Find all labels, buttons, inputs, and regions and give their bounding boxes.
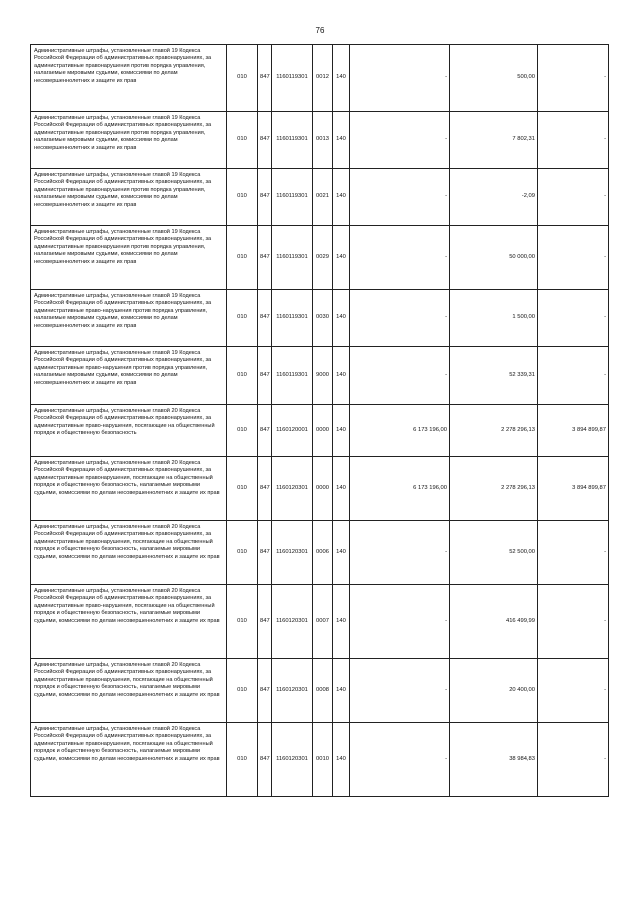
row-approved-amount: -	[350, 585, 450, 659]
row-subcode: 0000	[313, 457, 333, 521]
row-description: Административные штрафы, установленные главой 19 Кодекса Российской Федерации об административных правонарушениях, за административные правонарушения против порядка управления, налагаемые мировыми судьями, комиссиями по делам несовершеннолетних и защите их прав	[31, 226, 227, 290]
row-kbk-code: 1160120301	[272, 723, 313, 797]
table-row	[31, 659, 609, 723]
row-kbk-code: 1160120001	[272, 405, 313, 457]
table-row	[31, 112, 609, 169]
table-row	[31, 45, 609, 112]
row-admin-code: 847	[258, 585, 272, 659]
row-executed-amount: 2 278 296,13	[450, 457, 538, 521]
row-description: Административные штрафы, установленные главой 20 Кодекса Российской Федерации об административных правонарушениях, за административные правонарушения, посягающие на общественный порядок и общественную безопасность, налагаемые мировыми судьями, комиссиями по делам несовершеннолетних и защите их прав	[31, 723, 227, 797]
row-unexecuted-amount: -	[538, 290, 609, 347]
row-kosgu-code: 140	[333, 169, 350, 226]
table-row	[31, 723, 609, 797]
row-admin-code: 847	[258, 112, 272, 169]
row-description: Административные штрафы, установленные главой 20 Кодекса Российской Федерации об административных правонарушениях, за административные право-нарушения, посягающие на общественный порядок и общественную безопасность	[31, 405, 227, 457]
row-kosgu-code: 140	[333, 347, 350, 405]
row-kbk-code: 1160119301	[272, 347, 313, 405]
row-unexecuted-amount: -	[538, 723, 609, 797]
row-unexecuted-amount: 3 894 899,87	[538, 457, 609, 521]
row-description: Административные штрафы, установленные главой 19 Кодекса Российской Федерации об административных правонарушениях, за административные правонарушения против порядка управления, налагаемые мировыми судьями, комиссиями по делам несовершеннолетних и защите их прав	[31, 45, 227, 112]
row-executed-amount: 2 278 296,13	[450, 405, 538, 457]
row-subcode: 9000	[313, 347, 333, 405]
row-kosgu-code: 140	[333, 45, 350, 112]
row-executed-amount: 416 499,99	[450, 585, 538, 659]
revenue-table	[30, 44, 609, 797]
row-line-code: 010	[227, 290, 258, 347]
row-kbk-code: 1160119301	[272, 45, 313, 112]
row-approved-amount: -	[350, 521, 450, 585]
table-row	[31, 585, 609, 659]
row-description: Административные штрафы, установленные главой 20 Кодекса Российской Федерации об административных правонарушениях, за административные правонарушения, посягающие на общественный порядок и общественную безопасность, налагаемые мировыми судьями, комиссиями по делам несовершеннолетних и защите их прав	[31, 521, 227, 585]
row-unexecuted-amount: -	[538, 112, 609, 169]
row-kosgu-code: 140	[333, 521, 350, 585]
row-unexecuted-amount: -	[538, 226, 609, 290]
row-admin-code: 847	[258, 659, 272, 723]
row-subcode: 0006	[313, 521, 333, 585]
row-kosgu-code: 140	[333, 226, 350, 290]
row-description: Административные штрафы, установленные главой 20 Кодекса Российской Федерации об административных правонарушениях, за административные право-нарушения, посягающие на общественный порядок и общественную безопасность, налагаемые мировыми судьями, комиссиями по делам несовершеннолетних и защите их прав	[31, 585, 227, 659]
row-approved-amount: -	[350, 226, 450, 290]
row-executed-amount: 52 500,00	[450, 521, 538, 585]
row-subcode: 0012	[313, 45, 333, 112]
row-line-code: 010	[227, 226, 258, 290]
row-description: Административные штрафы, установленные главой 19 Кодекса Российской Федерации об административных правонарушениях, за административные право-нарушения против порядка управления, налагаемые мировыми судьями, комиссиями по делам несовершеннолетних и защите их прав	[31, 290, 227, 347]
row-approved-amount: -	[350, 112, 450, 169]
row-approved-amount: -	[350, 659, 450, 723]
row-approved-amount: -	[350, 290, 450, 347]
row-line-code: 010	[227, 405, 258, 457]
row-approved-amount: -	[350, 347, 450, 405]
row-subcode: 0010	[313, 723, 333, 797]
row-unexecuted-amount: -	[538, 521, 609, 585]
row-description: Административные штрафы, установленные главой 19 Кодекса Российской Федерации об административных правонарушениях, за административные правонарушения против порядка управления, налагаемые мировыми судьями, комиссиями по делам несовершеннолетних и защите их прав	[31, 169, 227, 226]
row-unexecuted-amount: -	[538, 659, 609, 723]
row-approved-amount: 6 173 196,00	[350, 405, 450, 457]
row-unexecuted-amount: 3 894 899,87	[538, 405, 609, 457]
row-executed-amount: 7 802,31	[450, 112, 538, 169]
row-admin-code: 847	[258, 290, 272, 347]
table-row	[31, 457, 609, 521]
row-kbk-code: 1160119301	[272, 290, 313, 347]
row-line-code: 010	[227, 659, 258, 723]
row-kbk-code: 1160120301	[272, 585, 313, 659]
row-admin-code: 847	[258, 226, 272, 290]
row-subcode: 0013	[313, 112, 333, 169]
row-kbk-code: 1160119301	[272, 226, 313, 290]
row-admin-code: 847	[258, 457, 272, 521]
row-executed-amount: 38 984,83	[450, 723, 538, 797]
row-unexecuted-amount: -	[538, 45, 609, 112]
row-description: Административные штрафы, установленные главой 20 Кодекса Российской Федерации об административных правонарушениях, за административные правонарушения, посягающие на общественный порядок и общественную безопасность, налагаемые мировыми судьями, комиссиями по делам несовершеннолетних и защите их прав	[31, 457, 227, 521]
row-line-code: 010	[227, 723, 258, 797]
row-executed-amount: -2,09	[450, 169, 538, 226]
row-description: Административные штрафы, установленные главой 20 Кодекса Российской Федерации об административных правонарушениях, за административные правонарушения, посягающие на общественный порядок и общественную безопасность, налагаемые мировыми судьями, комиссиями по делам несовершеннолетних и защите их прав	[31, 659, 227, 723]
row-description: Административные штрафы, установленные главой 19 Кодекса Российской Федерации об административных правонарушениях, за административные правонарушения против порядка управления, налагаемые мировыми судьями, комиссиями по делам несовершеннолетних и защите их прав	[31, 112, 227, 169]
row-kosgu-code: 140	[333, 405, 350, 457]
row-line-code: 010	[227, 45, 258, 112]
row-subcode: 0030	[313, 290, 333, 347]
row-subcode: 0000	[313, 405, 333, 457]
row-kosgu-code: 140	[333, 659, 350, 723]
row-kbk-code: 1160120301	[272, 457, 313, 521]
row-unexecuted-amount: -	[538, 585, 609, 659]
row-admin-code: 847	[258, 723, 272, 797]
row-kosgu-code: 140	[333, 585, 350, 659]
table-row	[31, 290, 609, 347]
row-subcode: 0008	[313, 659, 333, 723]
row-line-code: 010	[227, 521, 258, 585]
row-approved-amount: -	[350, 723, 450, 797]
table-row	[31, 169, 609, 226]
row-admin-code: 847	[258, 347, 272, 405]
row-unexecuted-amount: -	[538, 169, 609, 226]
row-kosgu-code: 140	[333, 290, 350, 347]
row-line-code: 010	[227, 585, 258, 659]
row-executed-amount: 50 000,00	[450, 226, 538, 290]
row-executed-amount: 1 500,00	[450, 290, 538, 347]
row-admin-code: 847	[258, 521, 272, 585]
row-line-code: 010	[227, 347, 258, 405]
row-unexecuted-amount: -	[538, 347, 609, 405]
row-line-code: 010	[227, 457, 258, 521]
row-kosgu-code: 140	[333, 723, 350, 797]
row-kbk-code: 1160119301	[272, 112, 313, 169]
table-row	[31, 226, 609, 290]
row-kbk-code: 1160120301	[272, 659, 313, 723]
row-admin-code: 847	[258, 45, 272, 112]
row-subcode: 0021	[313, 169, 333, 226]
row-line-code: 010	[227, 112, 258, 169]
row-admin-code: 847	[258, 405, 272, 457]
row-kosgu-code: 140	[333, 112, 350, 169]
row-kbk-code: 1160119301	[272, 169, 313, 226]
row-executed-amount: 52 339,31	[450, 347, 538, 405]
page-number: 76	[315, 26, 325, 35]
table-row	[31, 347, 609, 405]
row-executed-amount: 20 400,00	[450, 659, 538, 723]
row-line-code: 010	[227, 169, 258, 226]
row-subcode: 0007	[313, 585, 333, 659]
row-subcode: 0029	[313, 226, 333, 290]
row-kosgu-code: 140	[333, 457, 350, 521]
row-kbk-code: 1160120301	[272, 521, 313, 585]
row-approved-amount: -	[350, 169, 450, 226]
row-admin-code: 847	[258, 169, 272, 226]
table-row	[31, 405, 609, 457]
table-row	[31, 521, 609, 585]
row-approved-amount: 6 173 196,00	[350, 457, 450, 521]
row-executed-amount: 500,00	[450, 45, 538, 112]
row-description: Административные штрафы, установленные главой 19 Кодекса Российской Федерации об административных правонарушениях, за административные право-нарушения против порядка управления, налагаемые мировыми судьями, комиссиями по делам несовершеннолетних и защите их прав	[31, 347, 227, 405]
row-approved-amount: -	[350, 45, 450, 112]
